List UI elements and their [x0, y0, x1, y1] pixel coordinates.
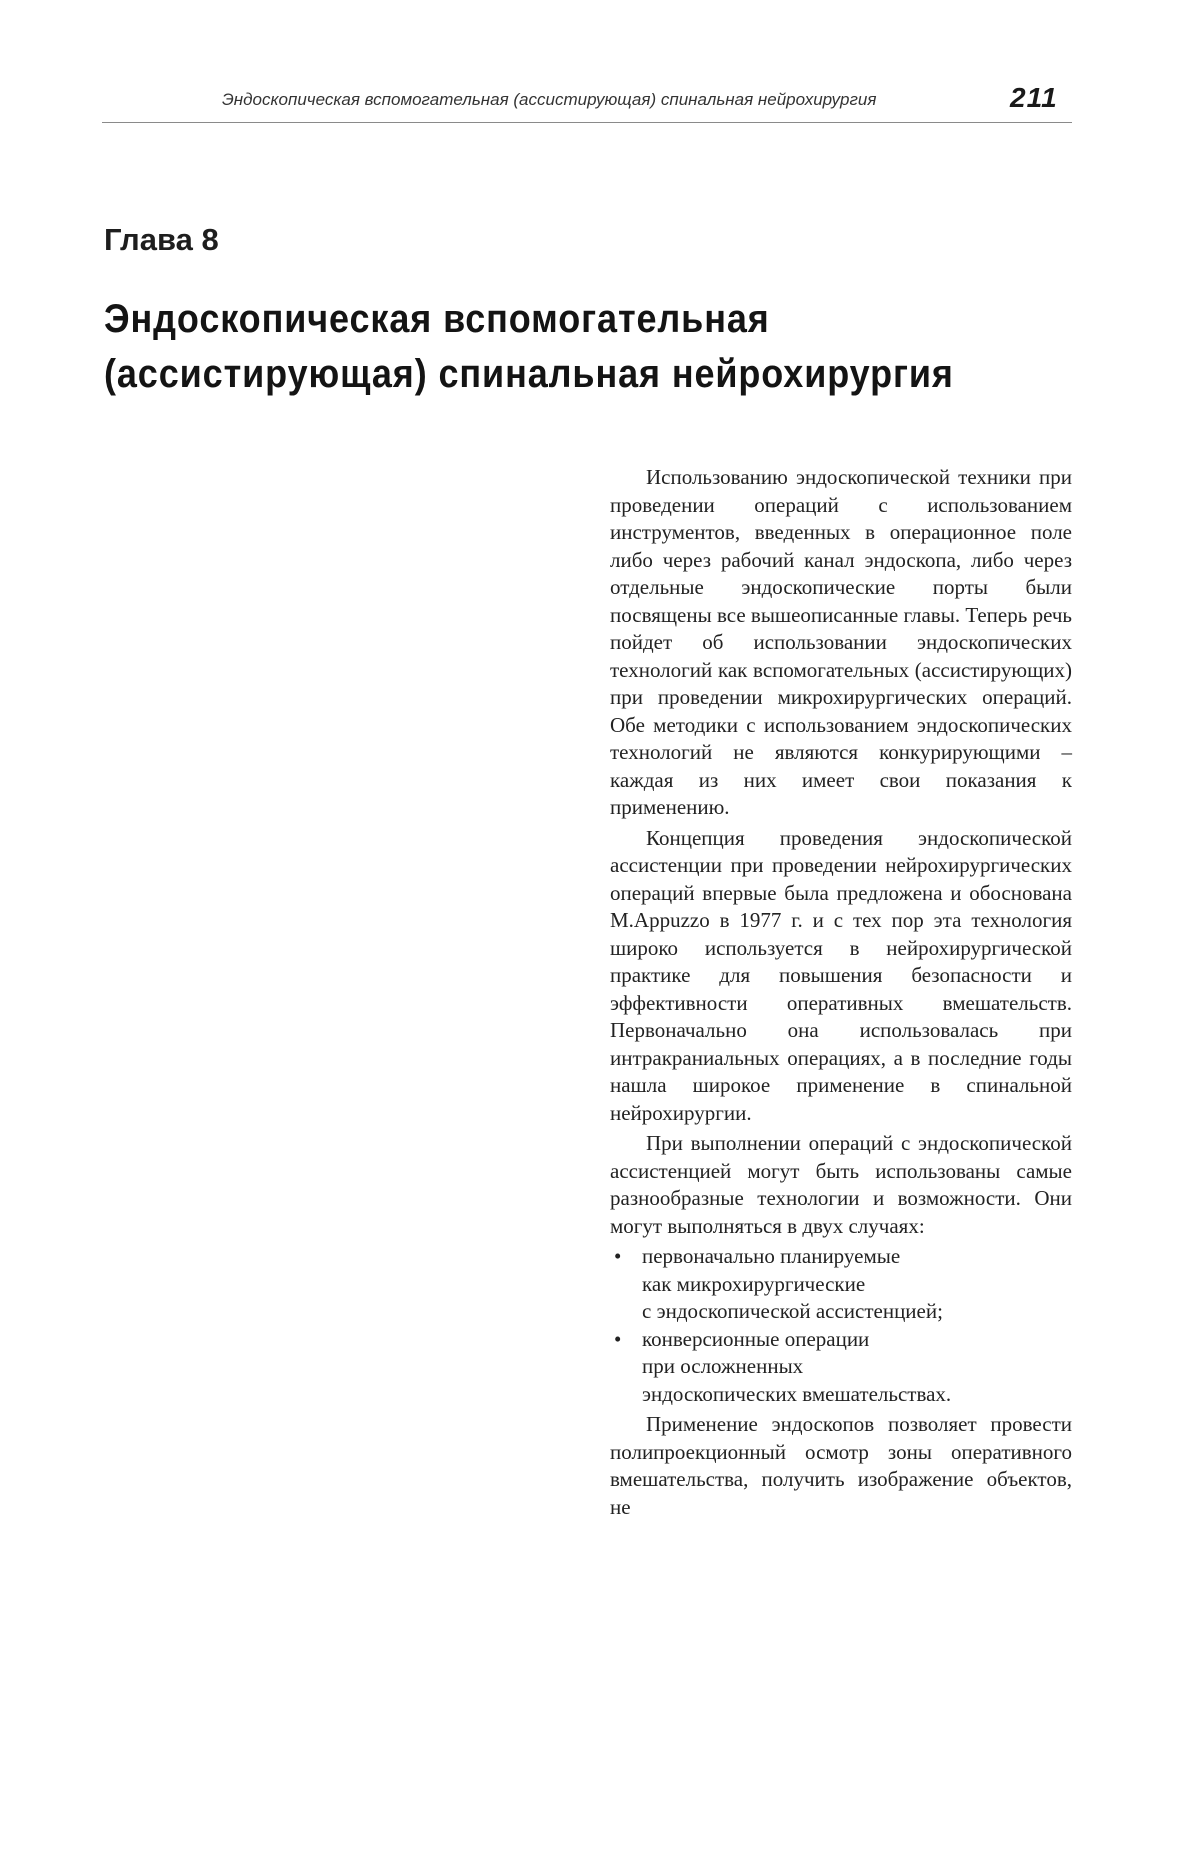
- list-item-text: конверсионные операции при осложненных эндоскопических вмешательствах.: [642, 1326, 952, 1406]
- list-item: [610, 1243, 1072, 1326]
- paragraph-4: Применение эндоскопов позволяет провести полипроекционный осмотр зоны оперативного вмешательства, получить изображение объектов, не: [610, 1412, 1072, 1519]
- chapter-title: [104, 292, 1004, 402]
- page-number: 211: [1010, 82, 1058, 113]
- bullet-icon: •: [614, 1244, 622, 1268]
- body-text-column: [610, 464, 1072, 1524]
- chapter-title-line-2: (ассистирующая) спинальная нейрохирургия: [104, 352, 954, 396]
- list-item: [610, 1326, 1072, 1409]
- paragraph-2: Концепция проведения эндоскопической ассистенции при проведении нейрохирургических операций впервые была предложена и обоснована M.Appuzzo в 1977 г. и с тех пор эта технология широко используется в нейрохирургической практике для повышения безопасности и эффективности оперативных вмешательств. Первоначально она использовалась при интракраниальных операциях, а в последние годы нашла широкое применение в спинальной нейрохирургии.: [610, 825, 1072, 1125]
- chapter-title-line-1: Эндоскопическая вспомогательная: [104, 297, 770, 341]
- chapter-label: Глава 8: [104, 222, 219, 257]
- paragraph-3: При выполнении операций с эндоскопической ассистенцией могут быть использованы самые разнообразные технологии и возможности. Они могут выполняться в двух случаях:: [610, 1131, 1072, 1238]
- header-divider: [102, 122, 1072, 123]
- bullet-icon: •: [614, 1326, 622, 1351]
- list-item-text: первоначально планируемые как микрохирургические с эндоскопической ассистенцией;: [642, 1244, 943, 1323]
- bullet-list: [610, 1243, 1072, 1408]
- running-header: Эндоскопическая вспомогательная (ассистирующая) спинальная нейрохирургия: [222, 90, 877, 109]
- paragraph-1: Использованию эндоскопической техники при проведении операций с использованием инструментов, введенных в операционное поле либо через рабочий канал эндоскопа, либо через отдельные эндоскопические порты были посвящены все вышеописанные главы. Теперь речь пойдет об использовании эндоскопических технологий как вспомогательных (ассистирующих) при проведении микрохирургических операций. Обе методики с использованием эндоскопических технологий не являются конкурирующими – каждая из них имеет свои показания к применению.: [610, 465, 1072, 819]
